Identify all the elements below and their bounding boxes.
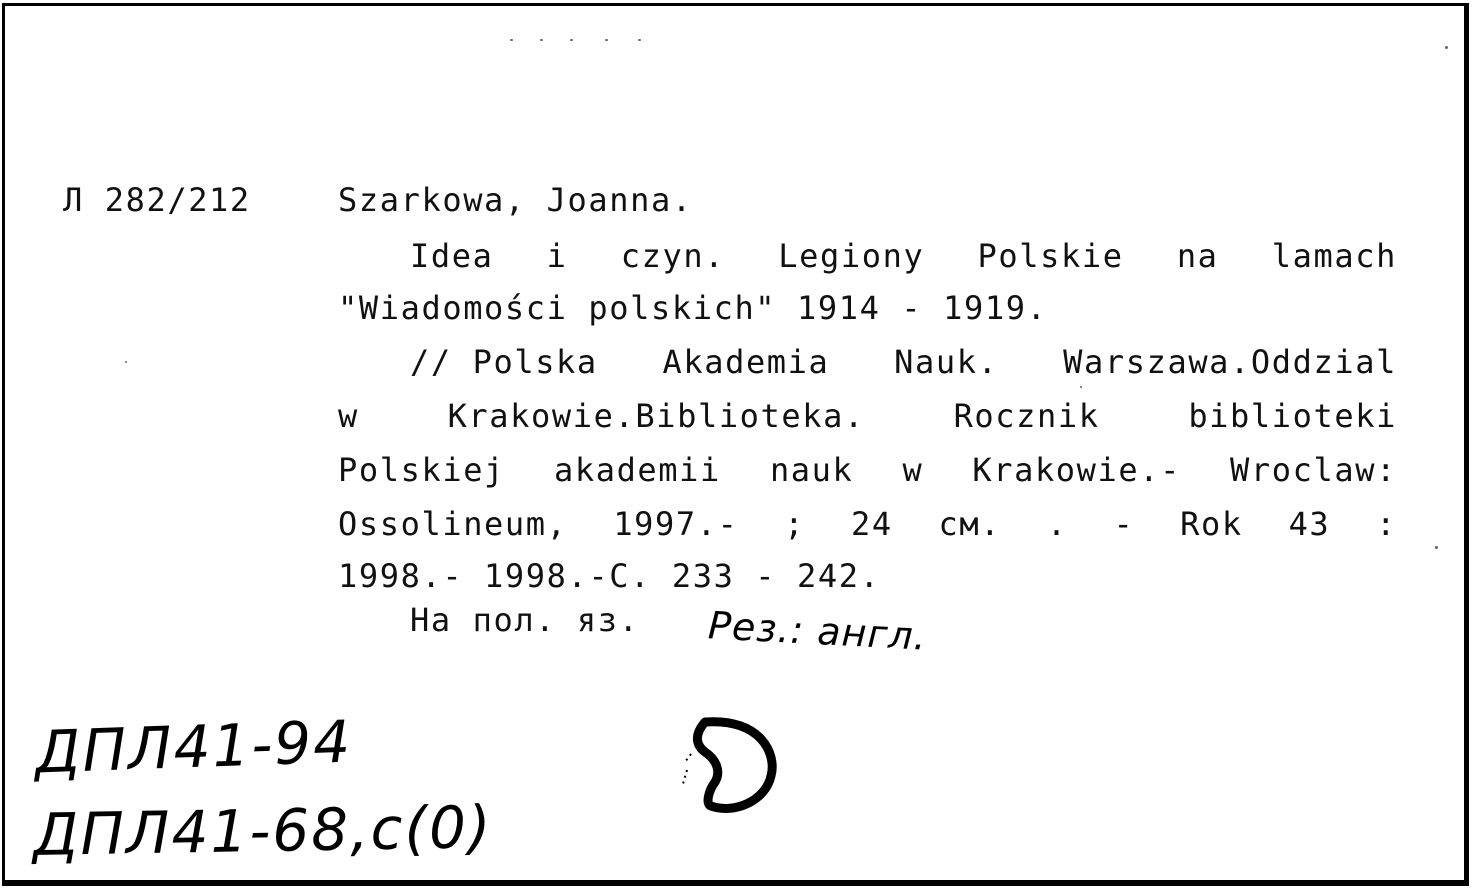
description-word: akademii [553,451,721,489]
description-word: // Polska [410,343,598,381]
shelf-mark-2: ДПЛ41-68,с(0) [32,792,494,870]
description-word: 43 [1288,505,1331,543]
description-word: na [1176,237,1219,275]
description-word: Warszawa.Oddzial [1063,343,1397,381]
description-line [410,237,1397,275]
shelf-mark-1: ДПЛ41-94 [33,707,354,787]
description-line [410,343,1397,381]
description-line [338,451,1397,489]
description-word: : [1376,505,1397,543]
description-word: Krakowie.- [972,451,1181,489]
description-word: lamach [1271,237,1397,275]
description-word: . [1046,505,1068,543]
description-word: 1997.- [613,505,739,543]
description-word: Rocznik [953,397,1100,435]
description-word: nauk [769,451,854,489]
catalog-card [2,3,1469,886]
description-word: Akademia [662,343,830,381]
description-word: Nauk. [894,343,999,381]
description-word: czyn. [620,237,726,275]
description-word: Legiony [778,237,925,275]
description-word: см. [938,505,1002,543]
call-number: Л 282/212 [63,181,251,219]
description-word: Polskiej [338,451,505,489]
circled-d-stamp [673,710,793,820]
description-word: ; [784,505,806,543]
language-note: На пол. яз. [410,601,640,639]
author-heading: Szarkowa, Joanna. [338,181,693,219]
description-word: i [546,237,568,275]
description-line [338,397,1397,435]
description-word: Wroclaw: [1230,451,1397,489]
description-line [338,505,1397,543]
handwritten-summary-note: Рез.: англ. [706,603,928,659]
description-word: Krakowie.Biblioteka. [447,397,865,435]
description-word: 24 [850,505,893,543]
description-word: w [902,451,924,489]
description-word: w [338,397,359,435]
description-word: - [1113,505,1135,543]
description-word: Rok [1180,505,1243,543]
description-line: 1998.- 1998.-С. 233 - 242. [338,557,881,595]
description-word: Polskie [977,237,1124,275]
description-word: Idea [410,237,494,275]
description-line: "Wiadomości polskich" 1914 - 1919. [338,289,1048,327]
description-word: biblioteki [1188,397,1397,435]
description-word: Ossolineum, [338,505,568,543]
